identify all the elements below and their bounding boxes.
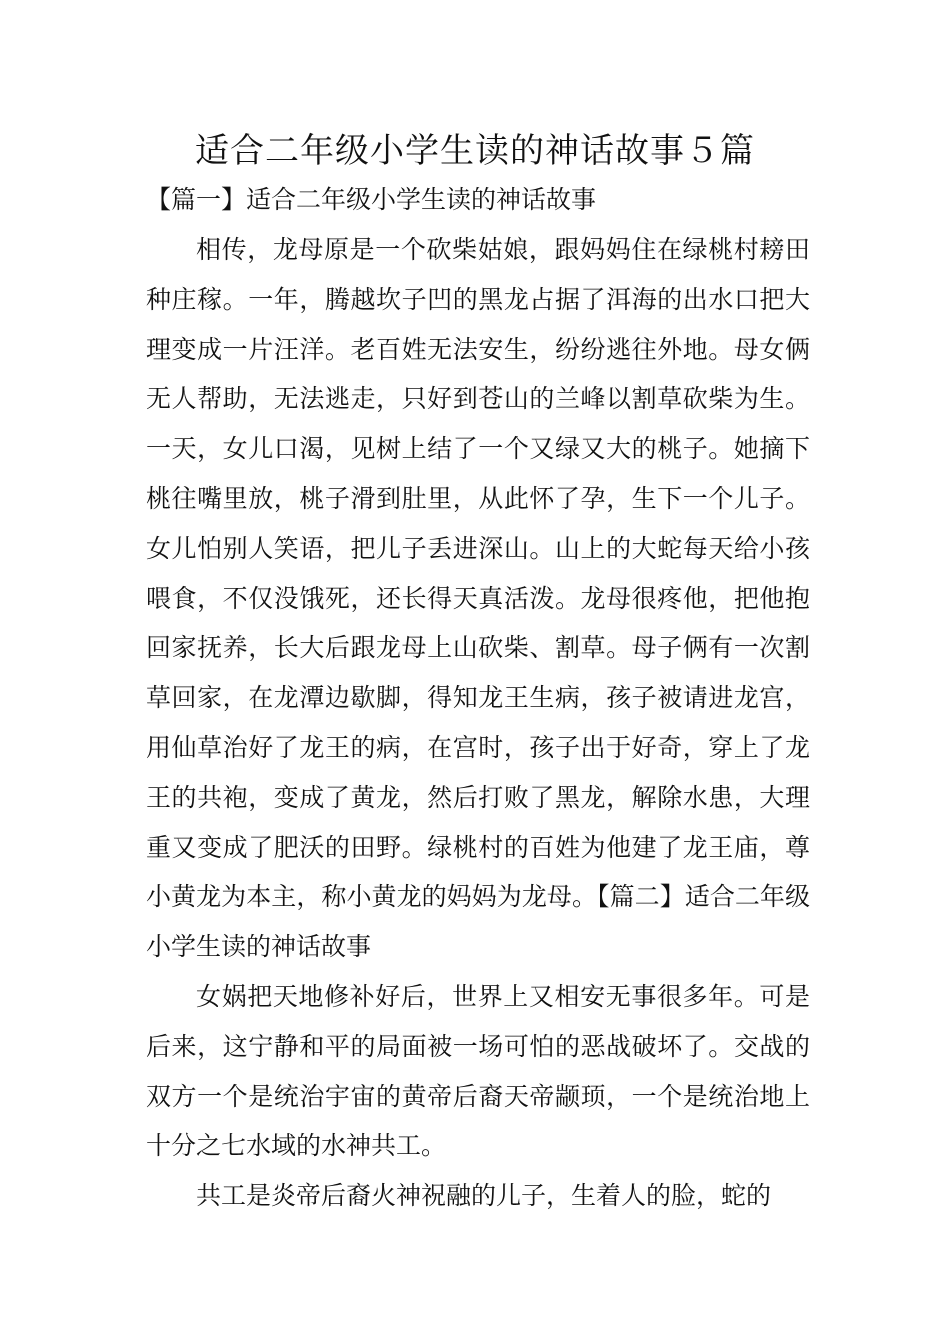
section-heading-2: 【篇二】适合二年级小学生读的神话故事 — [146, 882, 810, 962]
section-heading-1: 【篇一】适合二年级小学生读的神话故事 — [146, 185, 597, 214]
paragraph-3: 共工是炎帝后裔火神祝融的儿子，生着人的脸，蛇的 — [196, 1181, 772, 1210]
paragraph-1 — [146, 225, 810, 972]
paragraph-2: 女娲把天地修补好后，世界上又相安无事很多年。可是后来，这宁静和平的局面被一场可怕的恶战破坏了。交战的双方一个是统治宇宙的黄帝后裔天帝颛顼，一个是统治地上十分之七水域的水神共工。 — [146, 982, 810, 1161]
document-title: 适合二年级小学生读的神话故事５篇 — [195, 131, 755, 171]
paragraph-1-text: 相传，龙母原是一个砍柴姑娘，跟妈妈住在绿桃村耪田种庄稼。一年，腾越坎子凹的黑龙占据了洱海的出水口把大理变成一片汪洋。老百姓无法安生，纷纷逃往外地。母女俩无人帮助，无法逃走，只好到苍山的兰峰以割草砍柴为生。一天，女儿口渴，见树上结了一个又绿又大的桃子。她摘下桃往嘴里放，桃子滑到肚里，从此怀了孕，生下一个儿子。女儿怕别人笑语，把儿子丢进深山。山上的大蛇每天给小孩喂食，不仅没饿死，还长得天真活泼。龙母很疼他，把他抱回家抚养，长大后跟龙母上山砍柴、割草。母子俩有一次割草回家，在龙潭边歇脚，得知龙王生病，孩子被请进龙宫，用仙草治好了龙王的病，在宫时，孩子出于好奇，穿上了龙王的共袍，变成了黄龙，然后打败了黑龙，解除水患，大理重又变成了肥沃的田野。绿桃村的百姓为他建了龙王庙，尊小黄龙为本主，称小黄龙的妈妈为龙母。 — [146, 235, 810, 912]
